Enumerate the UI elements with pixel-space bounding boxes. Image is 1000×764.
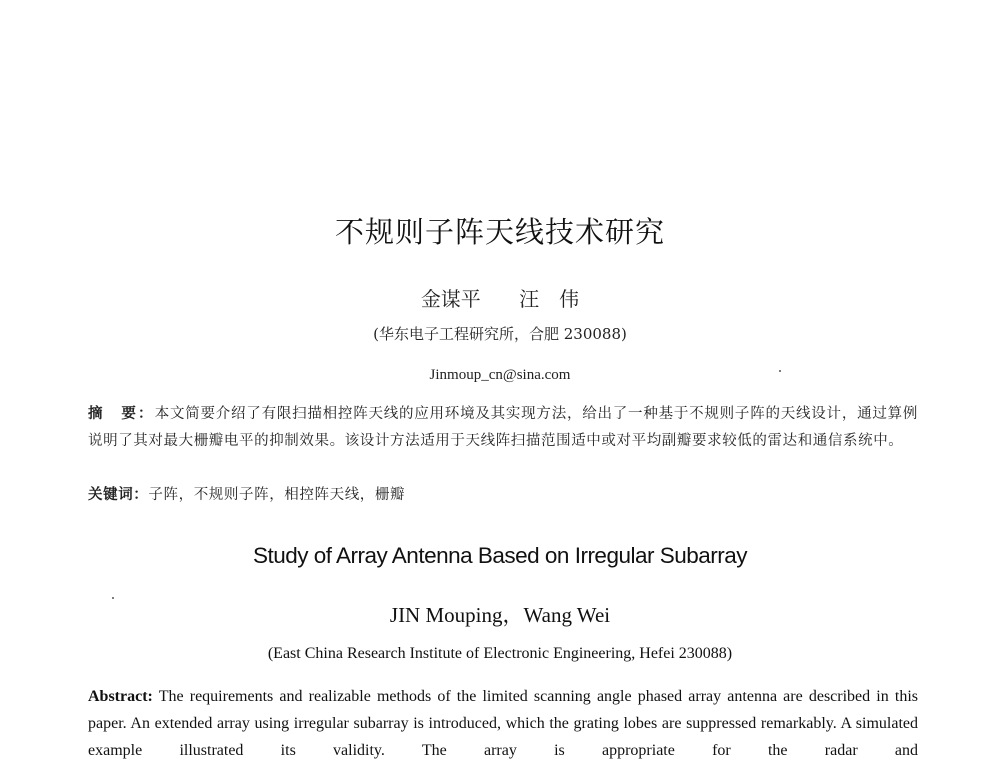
keywords-chinese-text: 子阵，不规则子阵，相控阵天线，栅瓣 xyxy=(148,487,406,503)
authors-english: JIN Mouping，Wang Wei xyxy=(389,603,611,627)
author-name: 汪 伟 xyxy=(519,287,580,311)
abstract-english-label: Abstract: xyxy=(88,688,153,705)
affiliation-chinese: (华东电子工程研究所，合肥 230088) xyxy=(373,325,627,343)
abstract-english-text: The requirements and realizable methods of the limited scanning angle phased array antenna are described in this paper. An extended array using irregular subarray is introduced, which the grating lobes are suppressed remarkably. A simulated example illustrated its validity. The array is appropriate for the radar and xyxy=(88,688,918,759)
paper-title-english: Study of Array Antenna Based on Irregular Subarray xyxy=(252,543,748,568)
paper-title-chinese: 不规则子阵天线技术研究 xyxy=(334,215,665,249)
authors-chinese xyxy=(0,283,1000,312)
author-email: Jinmoup_cn@sina.com xyxy=(429,367,571,383)
author-name: 金谋平 xyxy=(420,287,481,311)
affiliation-english: (East China Research Institute of Electronic Engineering, Hefei 230088) xyxy=(267,645,733,662)
keywords-chinese-label: 关键词： xyxy=(88,487,149,503)
scan-speck xyxy=(779,370,781,372)
abstract-chinese xyxy=(88,401,918,455)
abstract-chinese-label: 摘 要： xyxy=(88,406,155,422)
abstract-english xyxy=(88,683,918,764)
abstract-chinese-text: 本文简要介绍了有限扫描相控阵天线的应用环境及其实现方法，给出了一种基于不规则子阵的天线设计，通过算例说明了其对最大栅瓣电平的抑制效果。该设计方法适用于天线阵扫描范围适中或对平均副瓣要求较低的雷达和通信系统中。 xyxy=(88,406,919,449)
keywords-chinese xyxy=(88,483,918,504)
